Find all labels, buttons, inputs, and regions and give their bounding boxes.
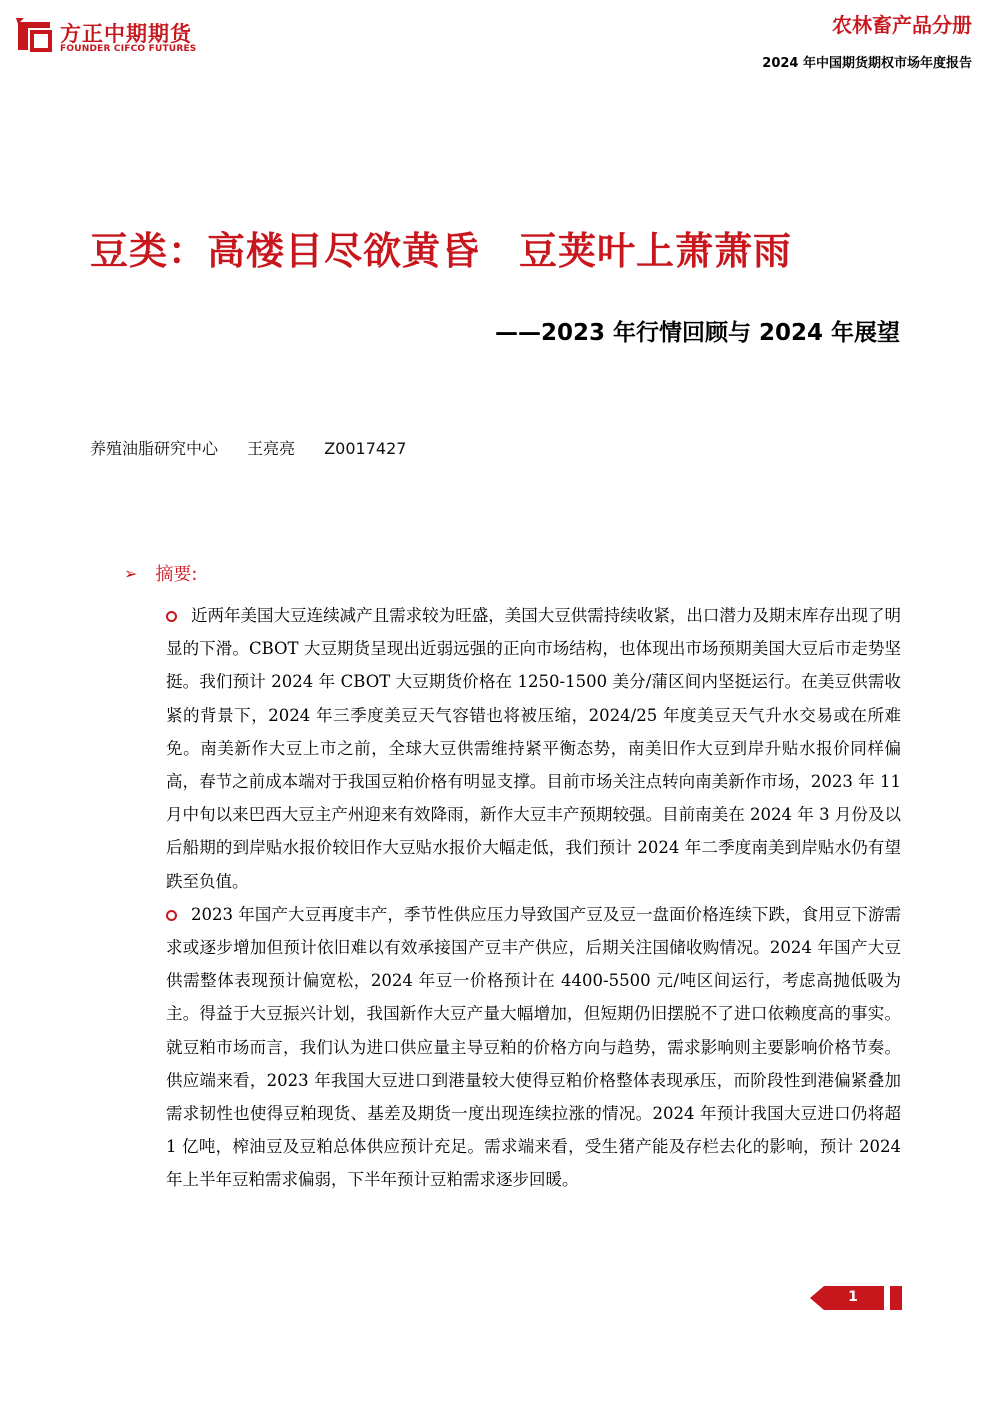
summary-paragraph	[166, 599, 901, 898]
page-number-text: 1	[848, 1289, 858, 1305]
author-line	[90, 436, 430, 459]
company-logo	[14, 14, 214, 58]
research-center: 养殖油脂研究中心	[90, 439, 219, 458]
summary-paragraph	[166, 898, 901, 1197]
author-name: 王亮亮	[247, 439, 296, 458]
page-number	[810, 1284, 904, 1312]
circle-bullet-icon	[166, 611, 177, 622]
page-title: 豆类：高楼目尽欲黄昏 豆荚叶上萧萧雨	[90, 229, 793, 273]
author-id: Z0017427	[324, 439, 407, 458]
logo-en-text: FOUNDER CIFCO FUTURES	[60, 44, 197, 54]
header-right	[762, 10, 972, 71]
page-subtitle: ——2023 年行情回顾与 2024 年展望	[494, 320, 900, 346]
arrow-right-icon: ➢	[124, 563, 138, 583]
circle-bullet-icon	[166, 910, 177, 921]
section-title: 农林畜产品分册	[832, 13, 972, 37]
summary-paragraph-text: 2023 年国产大豆再度丰产，季节性供应压力导致国产豆及豆一盘面价格连续下跌，食用豆下游需求或逐步增加但预计依旧难以有效承接国产豆丰产供应，后期关注国储收购情况。2024 年国产大豆供需整体表现预计偏宽松，2024 年豆一价格预计在 4400-5500 元/吨区间运行，考虑高抛低吸为主。得益于大豆振兴计划，我国新作大豆产量大幅增加，但短期仍旧摆脱不了进口依赖度高的事实。就豆粕市场而言，我们认为进口供应量主导豆粕的价格方向与趋势，需求影响则主要影响价格节奏。供应端来看，2023 年我国大豆进口到港量较大使得豆粕价格整体表现承压，而阶段性到港偏紧叠加需求韧性也使得豆粕现货、基差及期货一度出现连续拉涨的情况。2024 年预计我国大豆进口仍将超 1 亿吨，榨油豆及豆粕总体供应预计充足。需求端来看，受生猪产能及存栏去化的影响，预计 2024 年上半年豆粕需求偏弱，下半年预计豆粕需求逐步回暖。	[166, 904, 901, 1190]
summary-heading-label: 摘要:	[155, 564, 198, 585]
summary-body	[166, 599, 901, 1197]
logo-cn-text: 方正中期期货	[60, 22, 192, 46]
report-title: 2024 年中国期货期权市场年度报告	[762, 56, 972, 71]
summary-paragraph-text: 近两年美国大豆连续减产且需求较为旺盛，美国大豆供需持续收紧，出口潜力及期末库存出现了明显的下滑。CBOT 大豆期货呈现出近弱远强的正向市场结构，也体现出市场预期美国大豆后市走势坚挺。我们预计 2024 年 CBOT 大豆期货价格在 1250-1500 美分/蒲区间内坚挺运行。在美豆供需收紧的背景下，2024 年三季度美豆天气容错也将被压缩，2024/25 年度美豆天气升水交易或在所难免。南美新作大豆上市之前，全球大豆供需维持紧平衡态势，南美旧作大豆到岸升贴水报价同样偏高，春节之前成本端对于我国豆粕价格有明显支撑。目前市场关注点转向南美新作市场，2023 年 11 月中旬以来巴西大豆主产州迎来有效降雨，新作大豆丰产预期较强。目前南美在 2024 年 3 月份及以后船期的到岸贴水报价较旧作大豆贴水报价大幅走低，我们预计 2024 年二季度南美到岸贴水仍有望跌至负值。	[166, 606, 901, 891]
logo-mark-icon	[14, 14, 54, 54]
summary-heading	[124, 560, 197, 586]
